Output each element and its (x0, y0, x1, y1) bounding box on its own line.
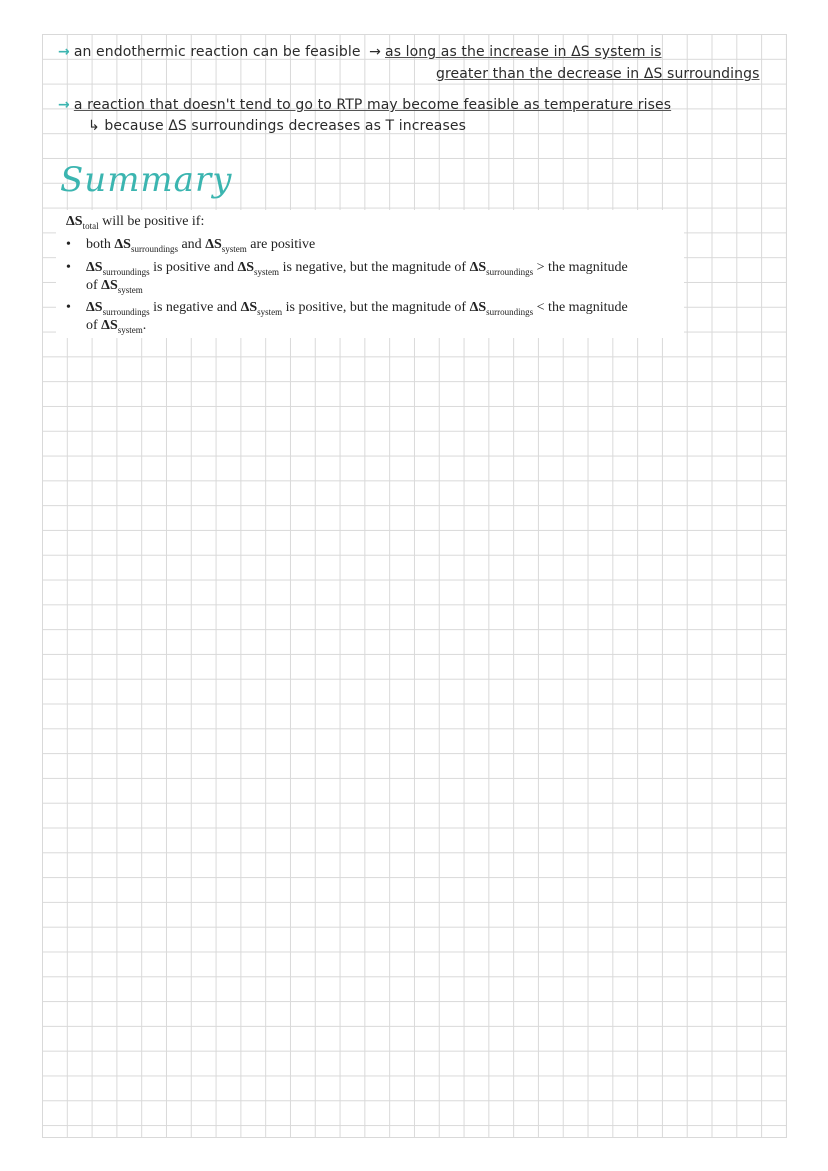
subscript: system (117, 284, 143, 295)
delta-symbol: ΔS (240, 300, 258, 315)
arrow-icon: → (58, 97, 70, 113)
note-line-1 (58, 44, 662, 61)
subscript: surroundings (486, 266, 534, 277)
delta-symbol: ΔS (86, 260, 103, 275)
text: is negative and (149, 300, 241, 315)
text: < the magnitude (533, 300, 628, 315)
delta-symbol: ΔS (101, 278, 118, 293)
bullet-icon: • (66, 260, 71, 275)
note-line-1b (436, 66, 760, 83)
delta-symbol: ΔS (469, 260, 487, 275)
note-2-text: a reaction that doesn't tend to go to RTP may become feasible as temperature rises (73, 97, 672, 113)
note-line-3 (88, 118, 466, 135)
note-1-right-b: greater than the decrease in ΔS surroundings (436, 66, 760, 82)
text: is positive, but the magnitude of (282, 300, 470, 315)
subscript: surroundings (102, 266, 150, 277)
subscript: total (82, 220, 99, 231)
delta-symbol: ΔS (205, 237, 222, 252)
subscript: system (254, 266, 280, 277)
text: is positive and (149, 260, 238, 275)
subscript: surroundings (486, 306, 534, 317)
note-1-arrow: → (369, 44, 382, 60)
summary-bullet-3-cont (86, 318, 146, 335)
note-1-left: an endothermic reaction can be feasible (73, 44, 361, 60)
summary-bullet-3 (66, 300, 628, 317)
corner-arrow-icon: ↳ (88, 118, 100, 134)
delta-symbol: ΔS (66, 214, 83, 229)
bullet-icon: • (66, 300, 71, 315)
text: and (177, 237, 206, 252)
delta-symbol: ΔS (101, 318, 118, 333)
summary-bullet-1 (66, 237, 315, 254)
subscript: system (117, 324, 143, 335)
text: . (142, 318, 147, 333)
text: > the magnitude (533, 260, 628, 275)
subscript: surroundings (130, 243, 178, 254)
delta-symbol: ΔS (86, 300, 103, 315)
text: of (86, 278, 102, 293)
delta-symbol: ΔS (237, 260, 255, 275)
summary-bullet-2 (66, 260, 628, 277)
arrow-icon: → (58, 44, 70, 60)
bullet-icon: • (66, 237, 71, 252)
summary-bullet-2-cont (86, 278, 143, 295)
subscript: system (221, 243, 247, 254)
intro-text: will be positive if: (98, 214, 205, 229)
note-1-right-a: as long as the increase in ΔS system is (385, 44, 662, 60)
summary-box (56, 210, 684, 338)
text: are positive (246, 237, 316, 252)
note-line-2 (58, 97, 671, 114)
text: both (86, 237, 115, 252)
summary-heading: Summary (60, 160, 233, 200)
note-3-text: because ΔS surroundings decreases as T increases (104, 118, 466, 134)
subscript: system (257, 306, 283, 317)
delta-symbol: ΔS (114, 237, 131, 252)
summary-intro (66, 214, 204, 231)
subscript: surroundings (102, 306, 150, 317)
text: of (86, 318, 102, 333)
delta-symbol: ΔS (469, 300, 487, 315)
text: is negative, but the magnitude of (279, 260, 470, 275)
